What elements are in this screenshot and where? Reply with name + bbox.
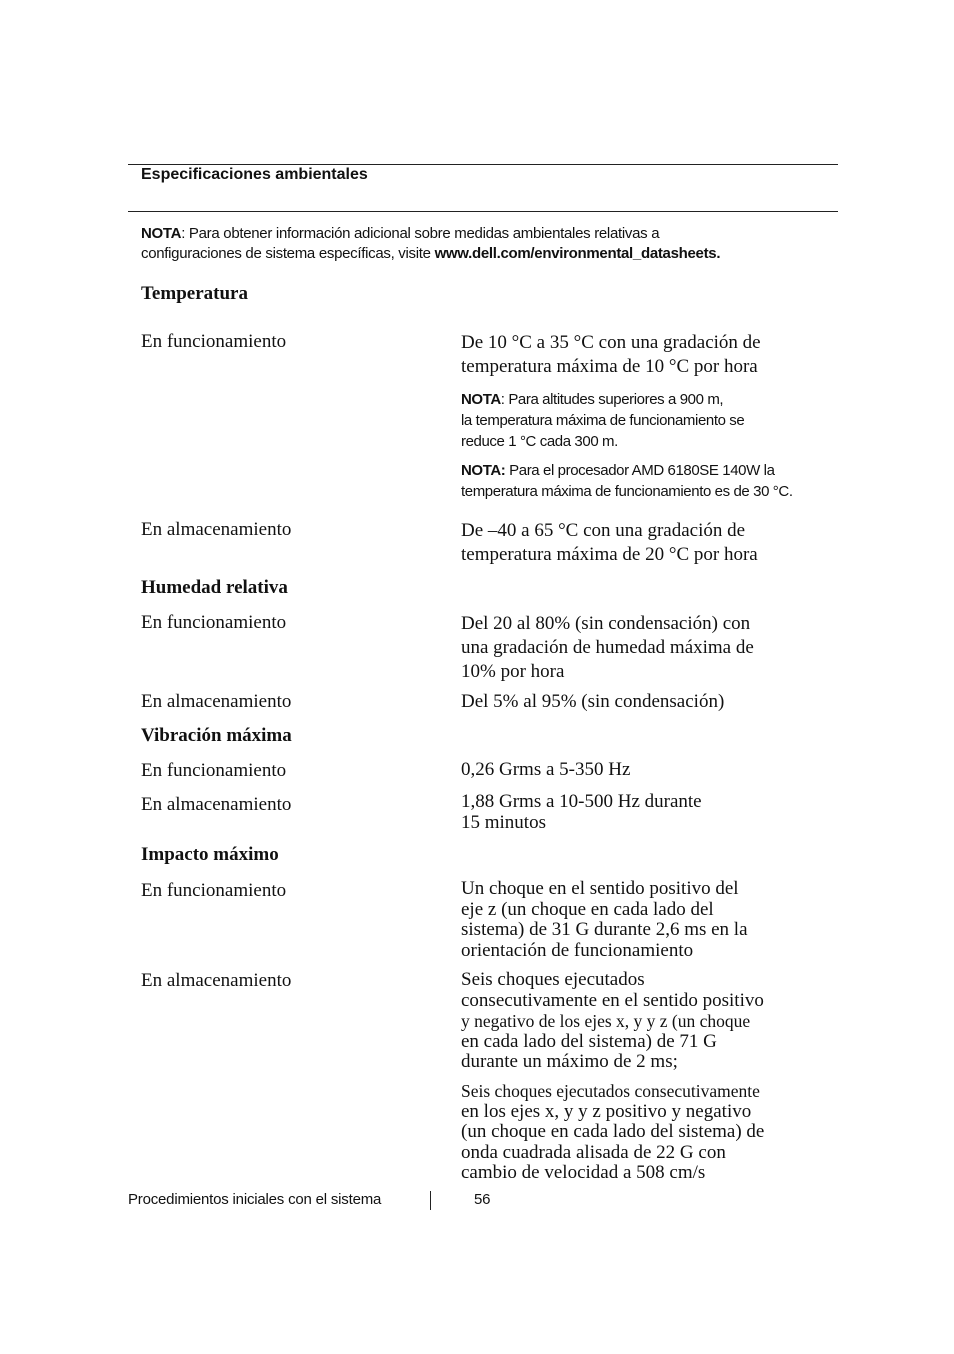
top-rule xyxy=(128,164,838,165)
temperatura-st-label: En almacenamiento xyxy=(141,519,292,540)
vibracion-op-label: En funcionamiento xyxy=(141,760,287,781)
humedad-op-value: Del 20 al 80% (sin condensación) con una gradación de humedad máxima de 10% por hora xyxy=(461,613,754,682)
vibracion-st-value: 1,88 Grms a 10-500 Hz durante 15 minutos xyxy=(461,791,702,833)
impacto-op-value: Un choque en el sentido positivo del eje z (un choque en cada lado del sistema) de 31 G durante 2,6 ms en la orientación de funcionamiento xyxy=(461,878,748,961)
humedad-op-label: En funcionamiento xyxy=(141,612,287,633)
temperatura-note-2: NOTA: Para el procesador AMD 6180SE 140W la temperatura máxima de funcionamiento es de 30 °C. xyxy=(461,462,793,500)
humedad-st-value: Del 5% al 95% (sin condensación) xyxy=(461,691,725,712)
impacto-st-value-2: Seis choques ejecutados consecutivamente en los ejes x, y y z positivo y negativo (un choque en cada lado del sistema) de onda cuadrada alisada de 22 G con cambio de velocidad a 508 cm/s xyxy=(461,1081,765,1183)
title-rule xyxy=(128,211,838,212)
table-title: Especificaciones ambientales xyxy=(141,166,368,183)
temperatura-st-value: De –40 a 65 °C con una gradación de temperatura máxima de 20 °C por hora xyxy=(461,520,758,565)
impacto-heading: Impacto máximo xyxy=(141,844,279,865)
top-note-line-2 xyxy=(141,243,720,264)
footer-text: Procedimientos iniciales con el sistema xyxy=(128,1191,382,1208)
temperatura-note-1: NOTA: Para altitudes superiores a 900 m, la temperatura máxima de funcionamiento se reduce 1 °C cada 300 m. xyxy=(461,391,745,450)
note-text: : Para obtener información adicional sobre medidas ambientales relativas a xyxy=(181,225,660,242)
temperatura-op-label: En funcionamiento xyxy=(141,331,287,352)
vibracion-op-value: 0,26 Grms a 5-350 Hz xyxy=(461,759,631,780)
note-label: NOTA xyxy=(141,225,182,242)
impacto-op-label: En funcionamiento xyxy=(141,880,287,901)
vibracion-st-label: En almacenamiento xyxy=(141,794,292,815)
vibracion-heading: Vibración máxima xyxy=(141,725,292,746)
note-text: configuraciones de sistema específicas, visite xyxy=(141,245,435,262)
footer-separator xyxy=(430,1191,431,1210)
humedad-heading: Humedad relativa xyxy=(141,577,288,598)
temperatura-op-value: De 10 °C a 35 °C con una gradación de temperatura máxima de 10 °C por hora xyxy=(461,332,761,377)
top-note-line-1 xyxy=(141,223,659,244)
datasheets-link[interactable]: www.dell.com/environmental_datasheets. xyxy=(434,245,721,262)
impacto-st-value-1: Seis choques ejecutados consecutivamente en el sentido positivo y negativo de los ejes x, y y z (un choque en cada lado del sistema) de 71 G durante un máximo de 2 ms; xyxy=(461,969,764,1072)
impacto-st-label: En almacenamiento xyxy=(141,970,292,991)
page-number: 56 xyxy=(474,1191,491,1208)
temperatura-heading: Temperatura xyxy=(141,283,248,304)
humedad-st-label: En almacenamiento xyxy=(141,691,292,712)
